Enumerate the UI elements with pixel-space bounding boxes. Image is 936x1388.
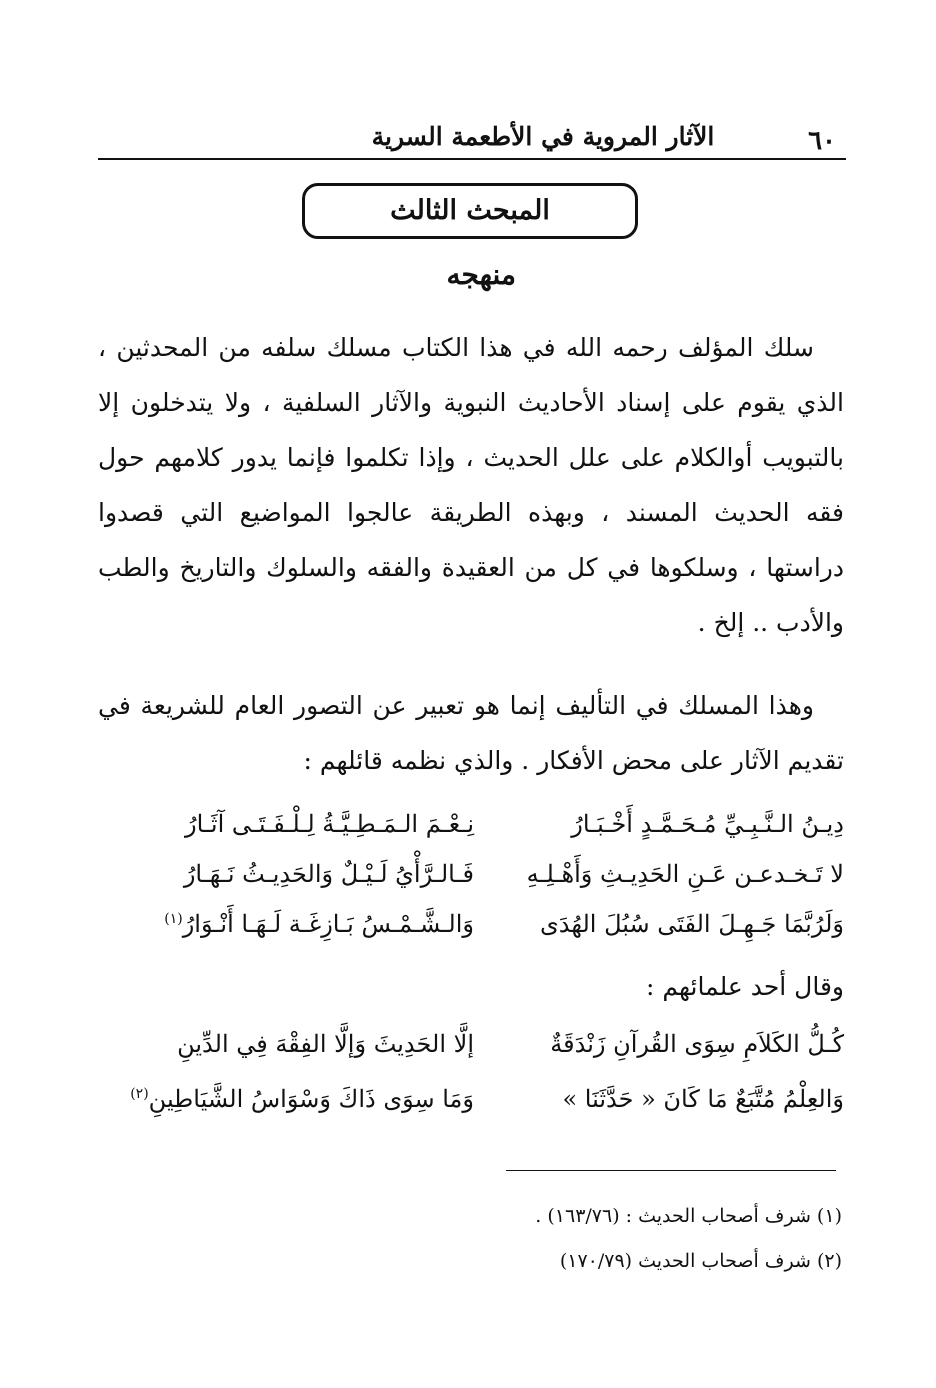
poem-verse	[98, 1085, 844, 1133]
section-heading: المبحث الثالث	[302, 183, 638, 239]
verse-second-hemistich	[98, 910, 474, 938]
page-number: ٦٠	[808, 126, 836, 156]
footnote-mark: (٢)	[130, 1086, 149, 1102]
running-title: الآثار المروية في الأطعمة السرية	[371, 122, 715, 151]
poem-verse	[98, 910, 844, 958]
poem-verse	[98, 810, 844, 858]
paragraph-2: وهذا المسلك في التأليف إنما هو تعبير عن التصور العام للشريعة في تقديم الآثار على محض الأفكار . والذي نظمه قائلهم :	[98, 691, 844, 775]
subtitle: منهجه	[446, 258, 516, 291]
paragraph-1: سلك المؤلف رحمه الله في هذا الكتاب مسلك سلفه من المحدثين ، الذي يقوم على إسناد الأحاديث النبوية والآثار السلفية ، ولا يتدخلون إلا بالتبويب أوالكلام على علل الحديث ، وإذا تكلموا فإنما يدور كلامهم حول فقه الحديث المسند ، وبهذه الطريقة عالجوا المواضيع التي قصدوا دراستها ، وسلكوها في كل من العقيدة والفقه والسلوك والتاريخ والطب والأدب .. إلخ .	[98, 333, 844, 637]
verse-second-hemistich: نِـعْـمَ الـمَـطِـيَّـةُ لِـلْـفَـتَـى آثَـارُ	[184, 810, 474, 838]
verse-second-hemistich	[98, 1085, 474, 1113]
verse-second-hemistich: إلَّا الحَدِيثَ وَإلَّا الفِقْهَ فِي الدِّينِ	[177, 1030, 474, 1058]
poem-verse	[98, 860, 844, 908]
poem-verse	[98, 1030, 844, 1078]
footnote-mark: (١)	[164, 911, 183, 927]
footnote-1: (١) شرف أصحاب الحديث : (١٦٣/٧٦) .	[535, 1205, 842, 1227]
verse-first-hemistich: دِيـنُ الـنَّـبِـيِّ مُـحَـمَّـدٍ أَخْـبَـارُ	[571, 810, 844, 838]
verse-first-hemistich: وَالعِلْمُ مُتَّبَعٌ مَا كَانَ « حَدَّثَنَا »	[562, 1085, 844, 1113]
verse-first-hemistich: كُـلُّ الكَلاَمِ سِوَى القُرآنِ زَنْدَقَةٌ	[550, 1030, 844, 1058]
intro-line: وقال أحد علمائهم :	[646, 972, 844, 1001]
verse-first-hemistich: لا تَـخـدعـن عَـنِ الحَدِيـثِ وَأَهْـلِـهِ	[526, 860, 844, 888]
footnote-2: (٢) شرف أصحاب الحديث (١٧٠/٧٩)	[559, 1250, 842, 1272]
footnote-separator	[506, 1170, 836, 1171]
header-rule	[98, 158, 846, 160]
verse-text: وَالـشَّـمْـسُ بَـازِغَـة لَـهَـا أَنْـوَارُ	[182, 910, 474, 938]
verse-text: وَمَا سِوَى ذَاكَ وَسْوَاسُ الشَّيَاطِينِ	[148, 1085, 474, 1113]
verse-second-hemistich: فَـالـرَّأْيُ لَـيْـلٌ وَالحَدِيـثُ نَـهَـارُ	[183, 860, 474, 888]
page-header	[98, 118, 846, 158]
verse-first-hemistich: وَلَرُبَّمَا جَـهِـلَ الفَتَى سُبُلَ الهُدَى	[540, 910, 844, 938]
